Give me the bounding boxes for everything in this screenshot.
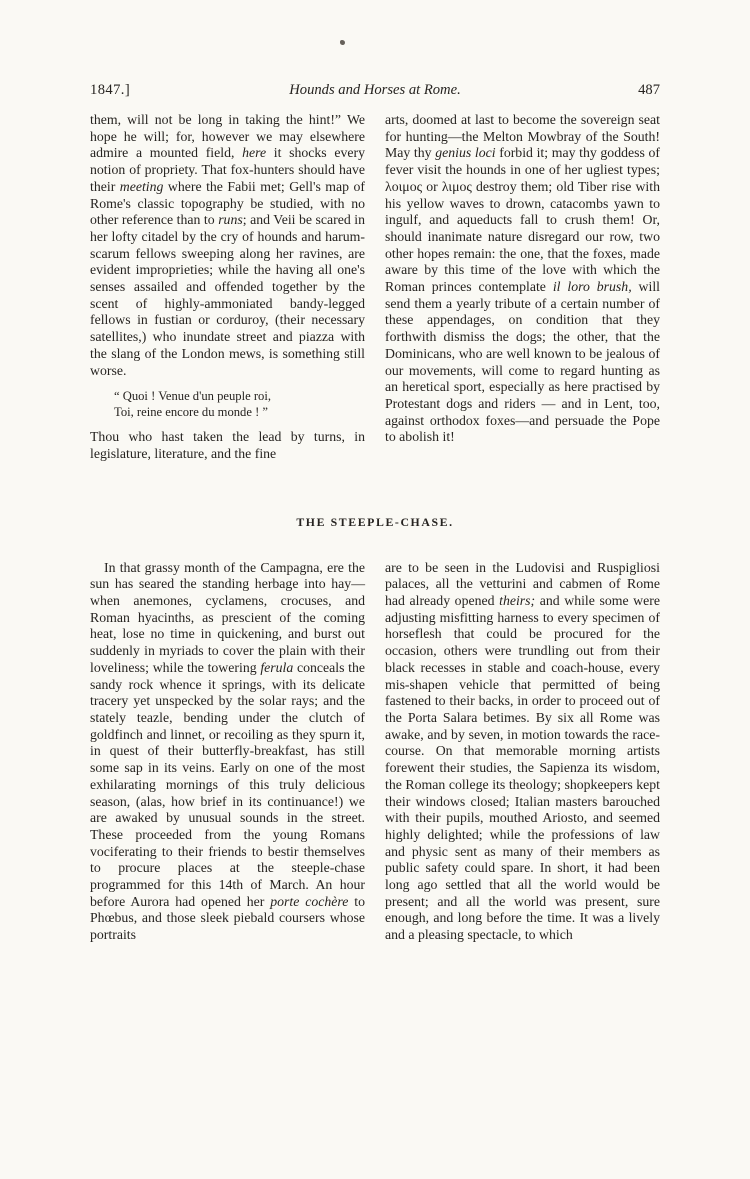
body-text: and while some were adjusting misfitting harness to every specimen of horseflesh that could be procured for the occasion, others were trundling out from their black recesses in stable and coach-house, every mis-shapen vehicle that permitted of being fastened to their backs, in order to proceed out of the Porta Salara betimes. By six all Rome was awake, and by seven, in motion towards the race-course. On that memorable morning artists forewent their studies, the Sapienza its wisdom, the Roman college its theology; shopkeepers kept their windows closed; Italian masters barouched with their pupils, mouthed Ariosto, and seemed highly delighted; while the professions of law and physic sent as many of their members as public safety could spare. In short, it had been long ago settled that all the world would be present; and all the world was present, sure enough, and long before the time. It was a lively and a pleasing spectacle, to which [385, 593, 660, 943]
header-title: Hounds and Horses at Rome. [289, 82, 461, 98]
italic-text: il loro brush, [552, 279, 632, 295]
body-text: will send them a yearly tribute of a certain number of these appendages, on condition that they forthwith dismiss the dogs; the other, that the Dominicans, who are well known to be jealous of our movements, will come to regard hunting as an heretical sport, especially as here practised by Protestant dogs and riders — and in Lent, too, against orthodox foxes—and persuade the Pope to abolish it! [385, 279, 660, 445]
body-text: Thou who hast taken the lead by turns, in legislature, literature, and the fine [90, 429, 365, 461]
italic-text: porte cochère [270, 893, 349, 909]
body-text: arts, doomed at last to become the sovereign seat for hunting—the Melton Mowbray of the South! May thy [385, 112, 660, 161]
scan-speck [340, 40, 345, 45]
body-text: In that grassy month of the Campagna, ere the sun has seared the standing herbage into hay—when anemones, cyclamens, crocuses, and Roman hyacinths, as prescient of the coming heat, lose no time in quickening, and burst out suddenly in myriads to cover the plain with their loveliness; while the towering [90, 559, 365, 675]
header-year: 1847.] [90, 82, 131, 98]
running-head [90, 82, 660, 99]
italic-text: runs [218, 212, 243, 228]
body-text: conceals the sandy rock whence it springs, with its delicate tracery yet unspecked by the solar rays; and the stately teazle, bending under the clutch of goldfinch and linnet, or recoiling as they spurn it, in quest of their butterfly-breakfast, has still some sap in its veins. Early on one of the most exhilarating mornings of this truly delicious season, (alas, how brief in its continuance!) we are awaked by unusual sounds in the street. These proceeded from the young Romans vociferating to their friends to bestir themselves to procure places at the steeple-chase programmed for this 14th of March. An hour before Aurora had opened her [90, 659, 365, 909]
verse-quote [114, 388, 365, 420]
italic-text: ferula [260, 659, 294, 675]
body-text: where the Fabii met; Gell's map of Rome's classic topography be studied, with no other reference than to [90, 178, 365, 228]
page-number: 487 [638, 82, 660, 98]
body-text: ; and Veii be scared in her lofty citadel by the cry of hounds and harum-scarum fellows sweeping along her ravines, are evident improprieties; while the having all one's senses assailed and offended together by the scent of highly-ammoniated bandy-legged fellows in fustian or corduroy, (their necessary satellites,) who inundate street and piazza with the slang of the London mews, is something still worse. [90, 212, 366, 378]
body-text: are to be seen in the Ludovisi and Ruspigliosi palaces, all the vetturini and cabmen of Rome had already opened [385, 559, 660, 609]
paragraph [90, 560, 365, 944]
verse-line: “ Quoi ! Venue d'un peuple roi, [114, 389, 271, 404]
top-right-column [385, 112, 660, 463]
bottom-left-column [90, 560, 365, 944]
paragraph [385, 112, 660, 446]
italic-text: meeting [119, 178, 164, 194]
bottom-section [90, 560, 660, 944]
section-heading: THE STEEPLE-CHASE. [296, 514, 454, 529]
paragraph [90, 112, 365, 379]
body-text: it shocks every notion of propriety. That fox-hunters should have their [90, 145, 365, 194]
top-section [90, 112, 660, 463]
verse-line: Toi, reine encore du monde ! ” [114, 405, 269, 420]
paragraph [90, 429, 365, 462]
bottom-right-column [385, 560, 660, 944]
body-text: forbid it; may thy goddess of fever visit the hounds in one of her ugliest types; λοιμος or λιμος destroy them; old Tiber rise with his yellow waves to drown, catacombs yawn to ingulf, and aqueducts fall to crush them! Or, should inanimate nature disregard our row, two other hopes remain: the one, that the foxes, made aware by this time of the love with which the Roman princes contemplate [385, 145, 660, 295]
italic-text: theirs; [499, 593, 536, 609]
italic-text: here [242, 145, 267, 161]
top-left-column [90, 112, 365, 463]
body-text: to Phœbus, and those sleek piebald coursers whose portraits [90, 893, 365, 943]
body-text: them, will not be long in taking the hint!” We hope he will; for, however we may elsewhere admire a mounted field, [90, 112, 365, 161]
italic-text: genius loci [435, 145, 496, 161]
paragraph [385, 560, 660, 944]
